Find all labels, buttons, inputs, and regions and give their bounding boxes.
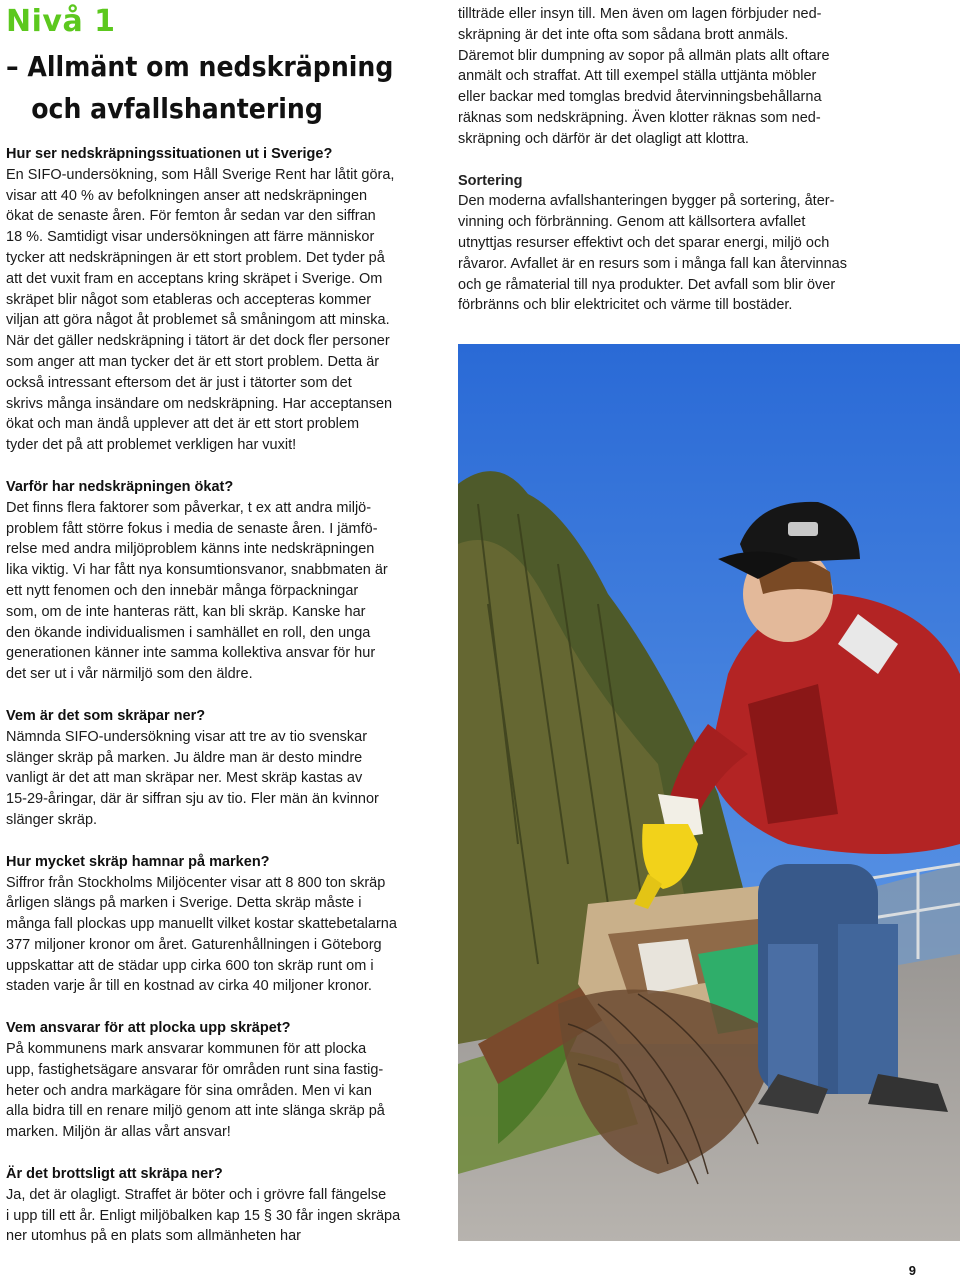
section-who-litters <box>6 706 431 831</box>
section-body: Siffror från Stockholms Miljöcenter visar att 8 800 ton skräp årligen slängs på marken i Sverige. Detta skräp måste i många fall plockas upp manuellt vilket kostar skattebetalarna 377 miljoner kronor om året. Gaturenhållningen i Göteborg uppskattar att de städar upp cirka 600 ton skräp runt om i staden varje år till en kostnad av cirka 40 miljoner kronor. <box>6 874 397 995</box>
section-heading: Är det brottsligt att skräpa ner? <box>6 1166 223 1183</box>
section-body: Det finns flera faktorer som påverkar, t ex att andra miljö- problem fått större fokus i media de senaste åren. I jämfö- relse med andra miljöproblem känns inte nedskräpningen lika viktig. Vi har fått nya konsumtionsvanor, snabbmaten är ett nytt fenomen och den innebär många förpackningar som, om de inte hanteras rätt, kan bli skräp. Kanske har den ökande individualismen i samhället en roll, den unga generationen känner inte samma kollektiva ansvar för hur det ser ut i vår närmiljö som den äldre. <box>6 499 388 683</box>
page-title <box>6 46 393 130</box>
section-body: På kommunens mark ansvarar kommunen för att plocka upp, fastighetsägare ansvarar för områden runt sina fastig- heter och andra markägare för sina områden. Men vi kan alla bidra till en renare miljö genom att inte slänga skräp på marken. Miljön är allas vårt ansvar! <box>6 1041 385 1141</box>
section-is-it-crime <box>6 1164 431 1247</box>
left-column <box>6 144 431 1247</box>
section-heading: Varför har nedskräpningen ökat? <box>6 478 234 495</box>
title-line-2: och avfallshantering <box>31 92 323 125</box>
section-body: Nämnda SIFO-undersökning visar att tre av tio svenskar slänger skräp på marken. Ju äldre man är desto mindre vanligt är det att man skräpar ner. Mest skräp kastas av 15-29-åringar, där är siffran sju av tio. Fler män än kvinnor slänger skräp. <box>6 728 379 828</box>
section-heading: Hur mycket skräp hamnar på marken? <box>6 853 270 870</box>
section-situation <box>6 144 431 456</box>
section-sorting <box>458 171 890 317</box>
page-number: 9 <box>908 1263 916 1278</box>
section-body: Ja, det är olagligt. Straffet är böter och i grövre fall fängelse i upp till ett år. Enligt miljöbalken kap 15 § 30 får ingen skräpa ner utomhus på en plats som allmänheten har <box>6 1186 401 1245</box>
section-body: tillträde eller insyn till. Men även om lagen förbjuder ned- skräpning är det inte ofta som sådana brott anmäls. Däremot blir dumpning av sopor på allmän plats allt oftare anmält och straffat. Att till exempel ställa uttjänta möbler eller backar med tomglas bredvid återvinningsbehållarna räknas som nedskräpning. Även klotter räknas som ned- skräpning och därför är det olagligt att klottra. <box>458 6 830 147</box>
section-heading: Hur ser nedskräpningssituationen ut i Sverige? <box>6 146 333 162</box>
section-continued <box>458 4 890 150</box>
level-label: Nivå 1 <box>6 4 116 39</box>
photo-boy-picking-up-litter <box>458 344 960 1241</box>
section-heading: Vem är det som skräpar ner? <box>6 707 206 724</box>
section-why-increased <box>6 477 431 685</box>
section-body: Den moderna avfallshanteringen bygger på sortering, åter- vinning och förbränning. Genom att källsortera avfallet utnyttjas resurser effektivt och det sparar energi, miljö och råvaror. Avfallet är en resurs som i många fall kan återvinnas och ge råmaterial till nya produkter. Det avfall som blir över förbränns och blir elektricitet och värme till bostäder. <box>458 193 848 314</box>
title-line-1: – Allmänt om nedskräpning <box>6 50 394 83</box>
section-how-much <box>6 852 431 998</box>
section-heading: Sortering <box>458 172 523 189</box>
section-body: En SIFO-undersökning, som Håll Sverige Rent har låtit göra, visar att 40 % av befolkningen anser att nedskräpningen ökat de senaste åren. För femton år sedan var den siffran 18 %. Samtidigt visar undersökningen att färre människor tycker att nedskräpningen är ett stort problem. Det tyder på att det vuxit fram en acceptans kring skräpet i Sverige. Om skräpet blir något som etableras och accepteras kommer viljan att göra något åt problemet så småningom att minska. När det gäller nedskräpning i tätort är det dock fler personer som anger att man tycker det är ett stort problem. Detta är också intressant eftersom det är just i tätorter som det skrivs många insändare om nedskräpning. Har acceptansen ökat och man ändå upplever att det är ett stort problem tyder det på att problemet verkligen har vuxit! <box>6 166 395 454</box>
right-column <box>458 4 890 316</box>
section-heading: Vem ansvarar för att plocka upp skräpet? <box>6 1020 291 1037</box>
section-responsibility <box>6 1018 431 1143</box>
